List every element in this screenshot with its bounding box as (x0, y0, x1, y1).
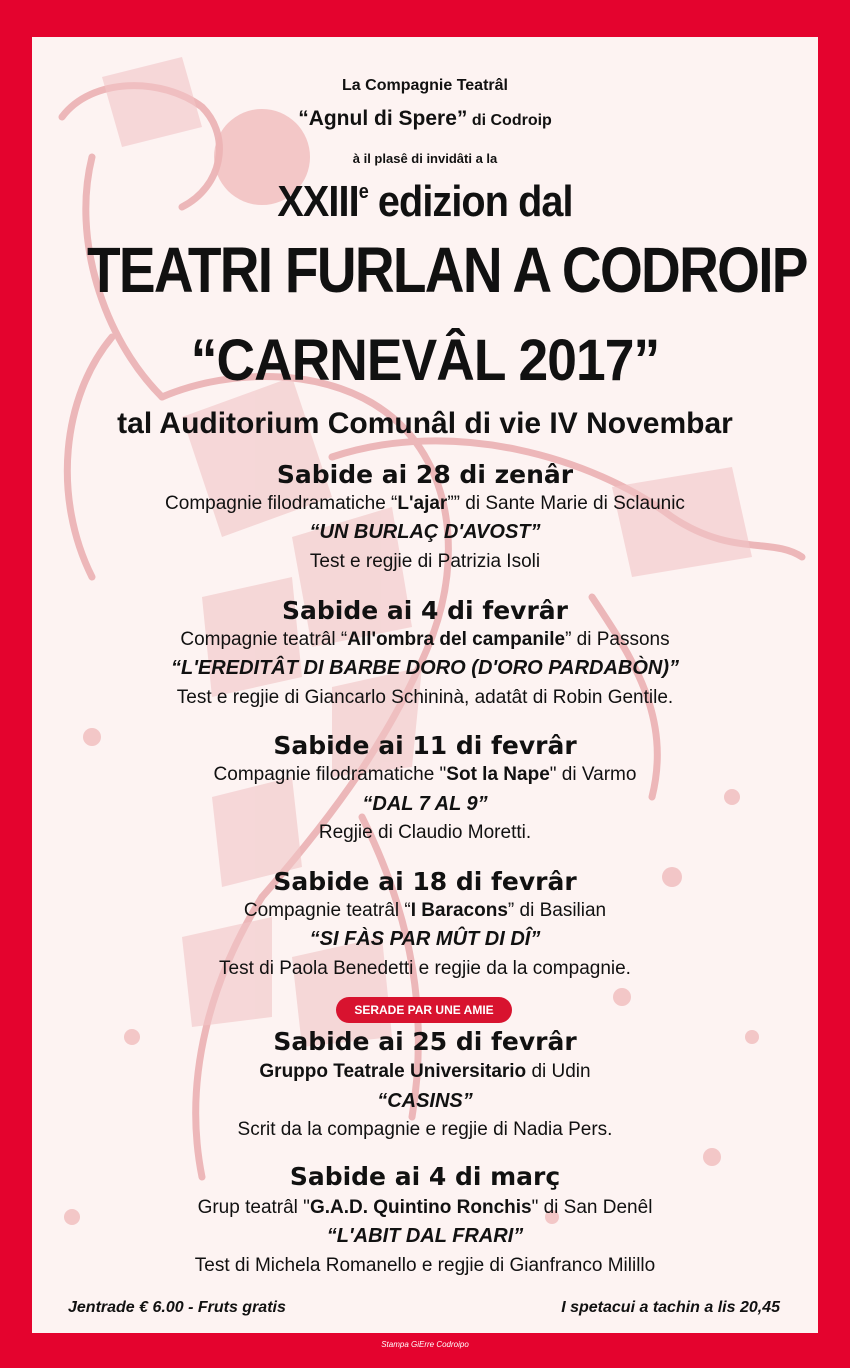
show-play: “CASINS” (377, 1090, 473, 1112)
company-suffix: ” di Basilian (507, 900, 607, 921)
show-date: Sabide ai 28 di zenâr (276, 460, 574, 489)
show-company (32, 764, 818, 786)
show-credit: Test e regjie di Patrizia Isoli (309, 551, 541, 572)
show-play: “L'ABIT DAL FRARI” (326, 1225, 524, 1247)
group-place: di Codroip (467, 112, 552, 129)
show-date: Sabide ai 11 di fevrâr (273, 731, 577, 760)
company-name: I Baracons (410, 900, 508, 921)
company-prefix: Grup teatrâl " (197, 1197, 310, 1218)
company-name: All'ombra del campanile (347, 629, 566, 650)
company-name: Sot la Nape (446, 764, 550, 785)
show-credit: Test di Michela Romanello e regjie di Gianfranco Milillo (194, 1255, 656, 1276)
show-company (32, 1061, 818, 1083)
edition-line (71, 177, 778, 227)
company-prefix: Compagnie filodramatiche “ (165, 493, 398, 514)
show-date: Sabide ai 25 di fevrâr (273, 1027, 577, 1056)
edition-sup: e (358, 181, 368, 203)
company-suffix: " di Varmo (549, 764, 637, 785)
company-prefix: Compagnie filodramatiche " (213, 764, 447, 785)
poster-text (32, 37, 818, 1333)
edition-roman: XXIII (277, 177, 359, 226)
benefit-badge: SERADE PAR UNE AMIE (336, 997, 512, 1023)
show-play: “SI FÀS PAR MÛT DI DÎ” (309, 928, 541, 950)
company-line: La Compagnie Teatrâl (342, 77, 508, 94)
entry-price: Jentrade € 6.00 - Fruts gratis (68, 1299, 286, 1316)
company-suffix: " di San Denêl (531, 1197, 653, 1218)
show-play: “DAL 7 AL 9” (362, 793, 488, 815)
show-date: Sabide ai 4 di març (289, 1162, 561, 1191)
company-prefix: Compagnie teatrâl “ (243, 900, 411, 921)
show-company (32, 900, 818, 922)
company-suffix: di Udin (526, 1061, 591, 1082)
company-name: L'ajar (397, 493, 448, 514)
printer-credit: Stampa GiErre Codroipo (381, 1340, 469, 1349)
company-name: Gruppo Teatrale Universitario (259, 1061, 527, 1082)
company-name: G.A.D. Quintino Ronchis (309, 1197, 532, 1218)
festival-subtitle: “CARNEVÂL 2017” (190, 328, 660, 393)
show-date: Sabide ai 4 di fevrâr (282, 596, 568, 625)
edition-rest: edizion dal (367, 177, 573, 226)
show-company (32, 1197, 818, 1219)
show-credit: Test di Paola Benedetti e regjie da la compagnie. (219, 958, 631, 979)
poster-panel (32, 37, 818, 1333)
show-play: “UN BURLAÇ D'AVOST” (309, 521, 541, 543)
show-credit: Regjie di Claudio Moretti. (318, 822, 532, 843)
festival-title: TEATRI FURLAN A CODROIP (87, 234, 807, 306)
company-suffix: ” di Passons (565, 629, 670, 650)
company-prefix: Compagnie teatrâl “ (180, 629, 348, 650)
company-suffix: ”” di Sante Marie di Sclaunic (447, 493, 685, 514)
start-time: I spetacui a tachin a lis 20,45 (561, 1299, 780, 1316)
group-name: “Agnul di Spere” (298, 107, 468, 130)
show-credit: Scrit da la compagnie e regjie di Nadia Pers. (237, 1119, 613, 1140)
group-line (32, 107, 818, 131)
invite-line: à il plasê di invidâti a la (352, 151, 498, 166)
show-credit: Test e regjie di Giancarlo Schininà, adatât di Robin Gentile. (176, 687, 674, 708)
show-company (32, 493, 818, 515)
show-company (32, 629, 818, 651)
show-play: “L'EREDITÂT DI BARBE DORO (D'ORO PARDABÒN)” (170, 657, 680, 679)
show-date: Sabide ai 18 di fevrâr (273, 867, 577, 896)
venue: tal Auditorium Comunâl di vie IV Novembar (117, 407, 733, 440)
